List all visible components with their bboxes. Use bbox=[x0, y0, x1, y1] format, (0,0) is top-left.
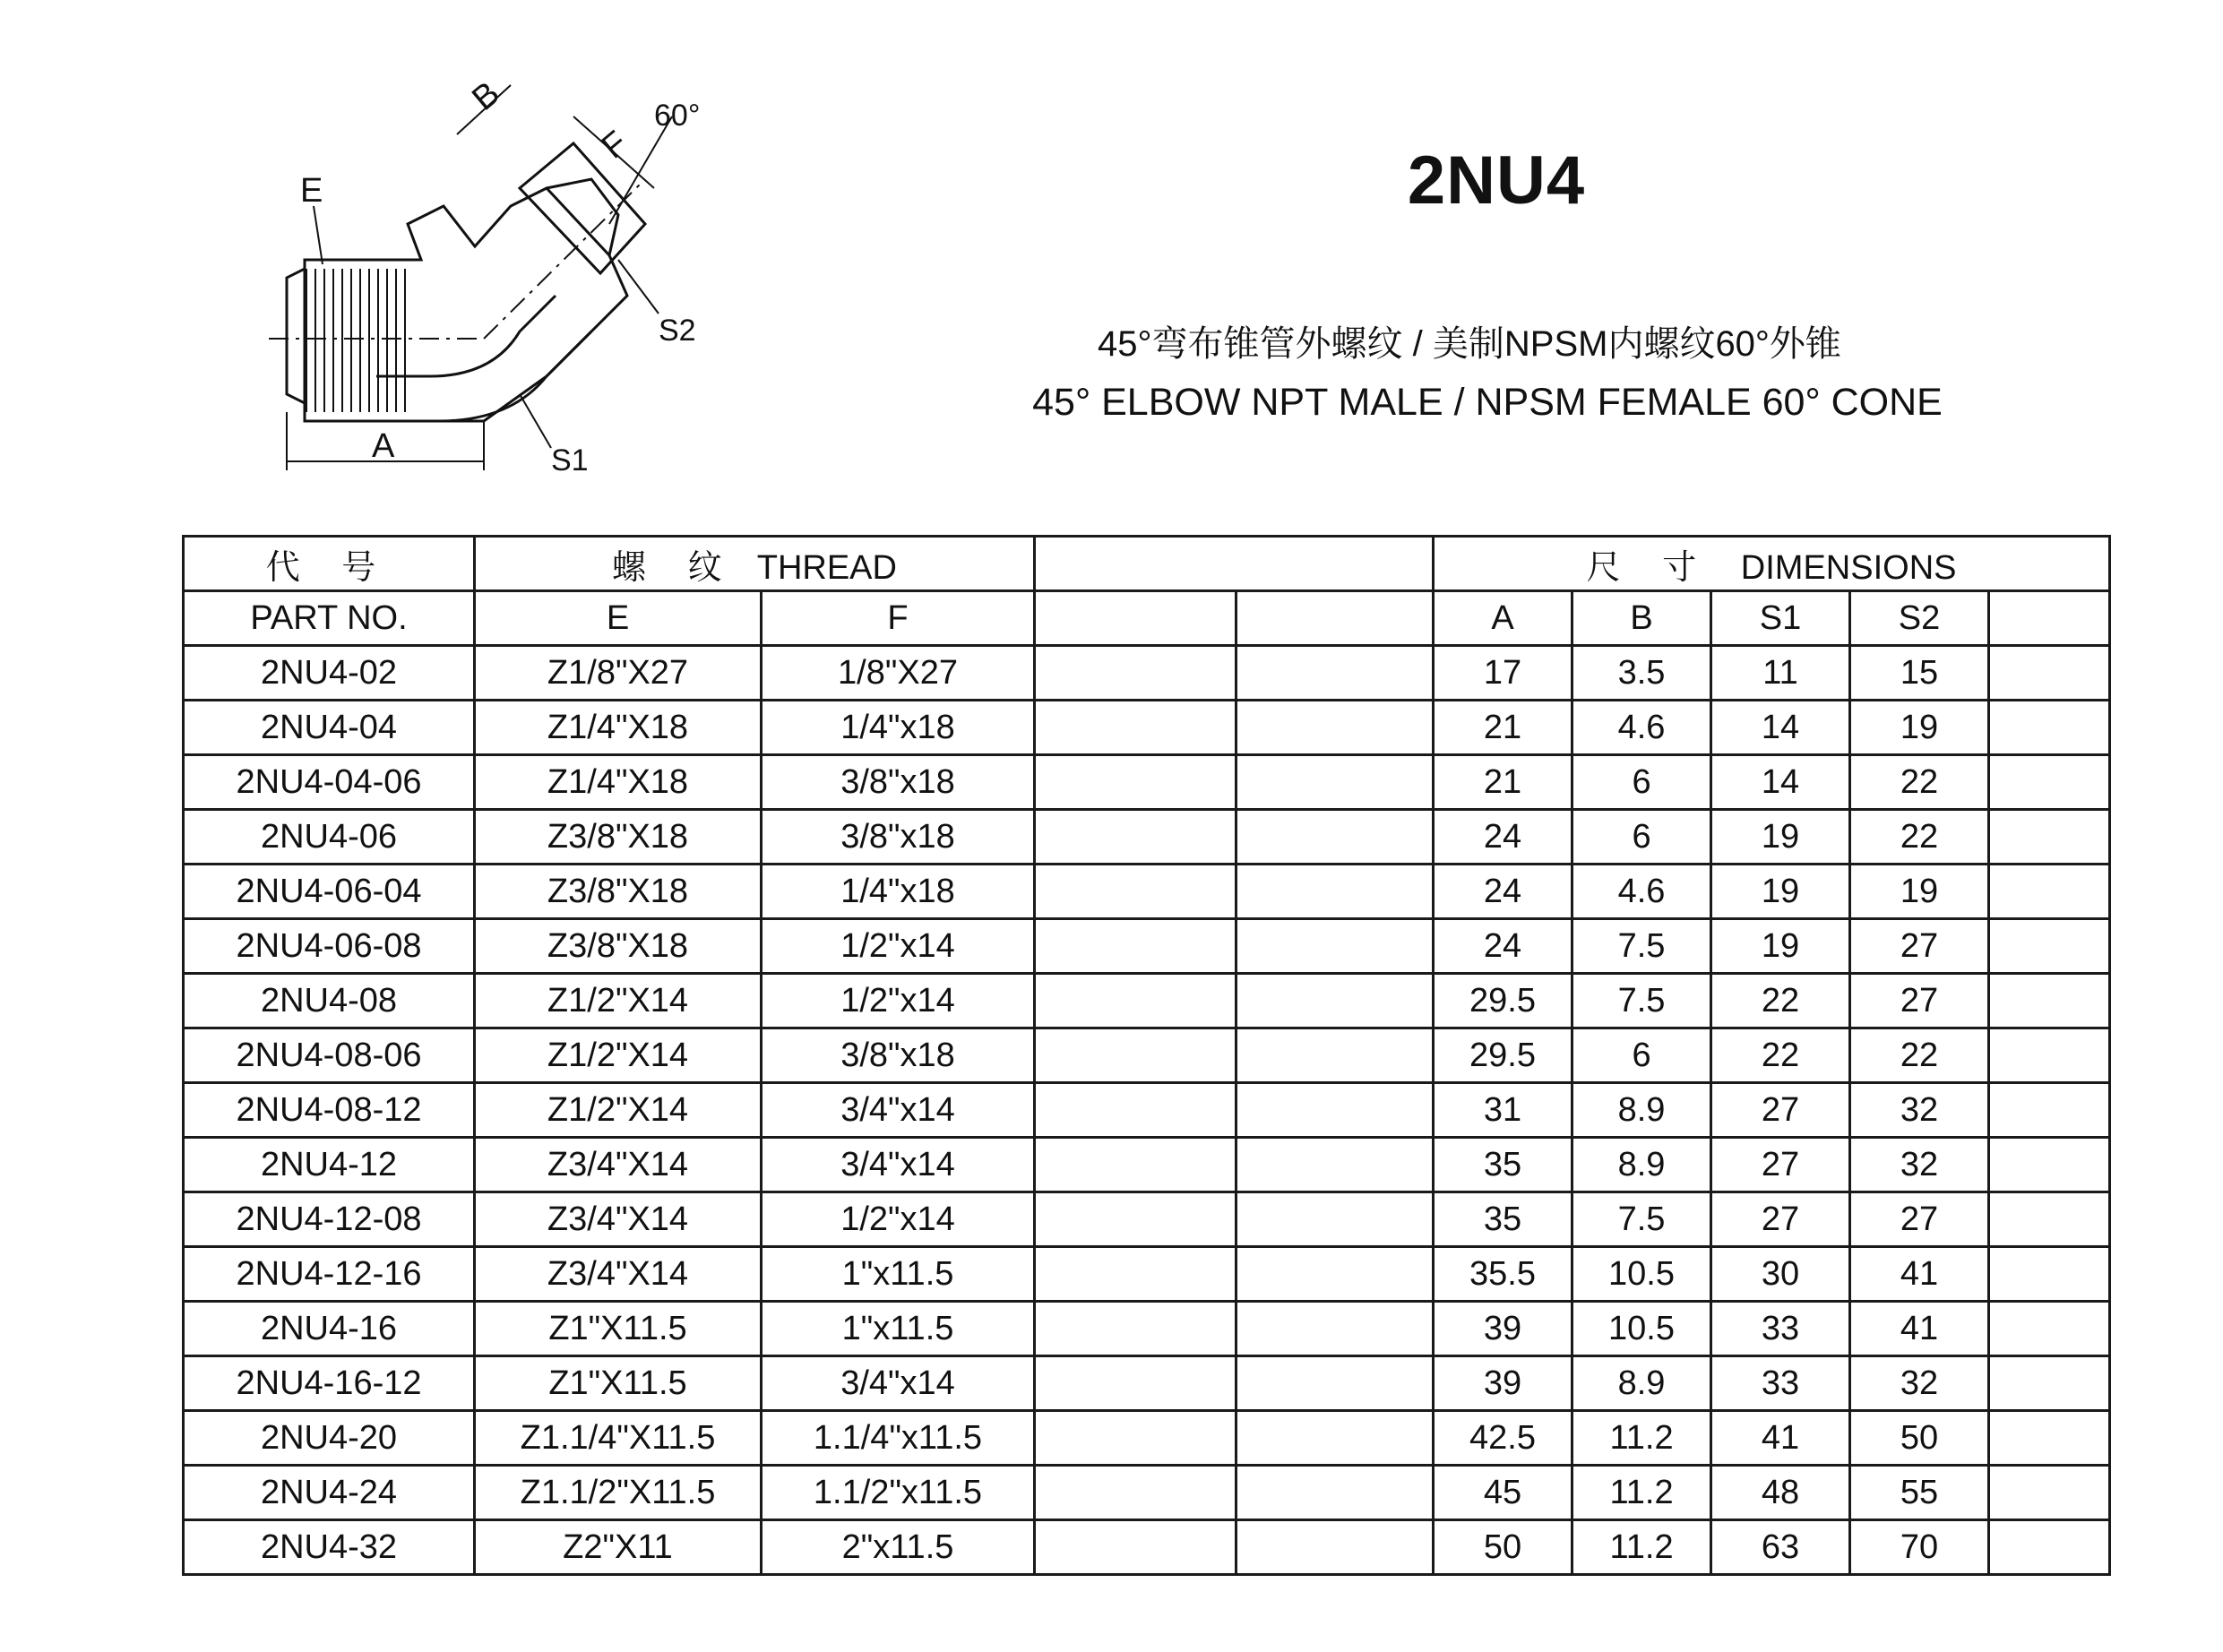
cell-empty bbox=[1236, 1138, 1434, 1192]
cell-dim-b: 8.9 bbox=[1572, 1356, 1711, 1411]
cell-dim-a: 24 bbox=[1434, 865, 1572, 919]
label-angle: 60° bbox=[654, 99, 701, 133]
cell-dim-s2: 19 bbox=[1850, 701, 1989, 755]
cell-dim-s1: 19 bbox=[1711, 865, 1850, 919]
table-row bbox=[184, 1138, 2110, 1192]
cell-thread-e: Z1/8"X27 bbox=[475, 646, 762, 701]
cell-dim-s2: 41 bbox=[1850, 1247, 1989, 1302]
cell-empty bbox=[1236, 1302, 1434, 1356]
cell-empty bbox=[1236, 1192, 1434, 1247]
cell-dim-b: 7.5 bbox=[1572, 919, 1711, 974]
cell-part-no: 2NU4-06 bbox=[184, 810, 475, 865]
cell-empty bbox=[1989, 646, 2110, 701]
cell-part-no: 2NU4-12 bbox=[184, 1138, 475, 1192]
cell-empty bbox=[1035, 1247, 1236, 1302]
cell-empty bbox=[1989, 810, 2110, 865]
cell-thread-e: Z1/4"X18 bbox=[475, 755, 762, 810]
cell-empty bbox=[1236, 1247, 1434, 1302]
cell-dim-s1: 14 bbox=[1711, 701, 1850, 755]
table-row bbox=[184, 1247, 2110, 1302]
subtitle-chinese: 45°弯布锥管外螺纹 / 美制NPSM内螺纹60°外锥 bbox=[1098, 324, 1841, 364]
header-empty-2 bbox=[1236, 591, 1434, 646]
cell-dim-b: 3.5 bbox=[1572, 646, 1711, 701]
cell-dim-a: 35.5 bbox=[1434, 1247, 1572, 1302]
cell-dim-s1: 19 bbox=[1711, 810, 1850, 865]
cell-empty bbox=[1236, 1411, 1434, 1466]
cell-empty bbox=[1236, 974, 1434, 1028]
cell-empty bbox=[1035, 646, 1236, 701]
cell-dim-b: 10.5 bbox=[1572, 1247, 1711, 1302]
cell-thread-e: Z1"X11.5 bbox=[475, 1356, 762, 1411]
label-s2: S2 bbox=[659, 314, 696, 348]
cell-empty bbox=[1035, 755, 1236, 810]
cell-dim-s2: 41 bbox=[1850, 1302, 1989, 1356]
cell-thread-f: 3/8"x18 bbox=[762, 755, 1035, 810]
cell-empty bbox=[1035, 1138, 1236, 1192]
male-thread-hatching bbox=[306, 269, 405, 412]
cell-empty bbox=[1989, 1083, 2110, 1138]
fitting-drawing bbox=[251, 54, 753, 502]
cell-thread-e: Z1/4"X18 bbox=[475, 701, 762, 755]
leader-e bbox=[314, 206, 323, 264]
cell-part-no: 2NU4-04-06 bbox=[184, 755, 475, 810]
table-row bbox=[184, 865, 2110, 919]
cell-dim-s1: 27 bbox=[1711, 1083, 1850, 1138]
table-row bbox=[184, 1083, 2110, 1138]
cell-dim-s2: 55 bbox=[1850, 1466, 1989, 1520]
cell-empty bbox=[1236, 1466, 1434, 1520]
cell-empty bbox=[1236, 810, 1434, 865]
cell-thread-f: 1"x11.5 bbox=[762, 1302, 1035, 1356]
cell-empty bbox=[1989, 1356, 2110, 1411]
table-row bbox=[184, 919, 2110, 974]
cell-dim-a: 31 bbox=[1434, 1083, 1572, 1138]
cell-dim-s2: 50 bbox=[1850, 1411, 1989, 1466]
cell-part-no: 2NU4-12-16 bbox=[184, 1247, 475, 1302]
cell-thread-f: 1/4"x18 bbox=[762, 865, 1035, 919]
cell-thread-e: Z3/4"X14 bbox=[475, 1247, 762, 1302]
table-row bbox=[184, 1192, 2110, 1247]
header-dim-cn: 尺 寸 bbox=[1586, 548, 1713, 587]
cell-empty bbox=[1989, 919, 2110, 974]
cell-empty bbox=[1035, 1083, 1236, 1138]
cell-part-no: 2NU4-08-12 bbox=[184, 1083, 475, 1138]
cell-dim-s1: 22 bbox=[1711, 974, 1850, 1028]
cell-dim-s1: 63 bbox=[1711, 1520, 1850, 1575]
cell-dim-s1: 33 bbox=[1711, 1302, 1850, 1356]
cell-dim-a: 39 bbox=[1434, 1356, 1572, 1411]
cell-dim-s1: 48 bbox=[1711, 1466, 1850, 1520]
page-title: 2NU4 bbox=[1407, 142, 1586, 219]
cell-dim-a: 45 bbox=[1434, 1466, 1572, 1520]
cell-part-no: 2NU4-32 bbox=[184, 1520, 475, 1575]
header-blank bbox=[1035, 537, 1434, 591]
male-thread-body bbox=[287, 269, 305, 403]
cell-dim-s1: 14 bbox=[1711, 755, 1850, 810]
cell-part-no: 2NU4-06-08 bbox=[184, 919, 475, 974]
cell-empty bbox=[1035, 974, 1236, 1028]
cell-empty bbox=[1035, 865, 1236, 919]
cell-empty bbox=[1035, 1520, 1236, 1575]
label-a: A bbox=[372, 427, 395, 465]
cell-empty bbox=[1989, 1247, 2110, 1302]
table-row bbox=[184, 1520, 2110, 1575]
cell-thread-e: Z1/2"X14 bbox=[475, 1028, 762, 1083]
header-f: F bbox=[762, 591, 1035, 646]
cell-dim-s2: 32 bbox=[1850, 1356, 1989, 1411]
cell-dim-b: 11.2 bbox=[1572, 1466, 1711, 1520]
cell-dim-a: 29.5 bbox=[1434, 974, 1572, 1028]
cell-dim-a: 21 bbox=[1434, 755, 1572, 810]
cell-empty bbox=[1989, 701, 2110, 755]
cell-dim-s1: 27 bbox=[1711, 1192, 1850, 1247]
cell-dim-a: 50 bbox=[1434, 1520, 1572, 1575]
cell-thread-e: Z1.1/2"X11.5 bbox=[475, 1466, 762, 1520]
cell-dim-s2: 15 bbox=[1850, 646, 1989, 701]
cell-thread-f: 3/4"x14 bbox=[762, 1138, 1035, 1192]
cell-dim-a: 42.5 bbox=[1434, 1411, 1572, 1466]
header-part-en: PART NO. bbox=[184, 591, 475, 646]
cell-thread-e: Z3/8"X18 bbox=[475, 810, 762, 865]
cell-dim-b: 7.5 bbox=[1572, 974, 1711, 1028]
cell-dim-b: 11.2 bbox=[1572, 1411, 1711, 1466]
cell-dim-s1: 19 bbox=[1711, 919, 1850, 974]
table-row bbox=[184, 646, 2110, 701]
cell-thread-e: Z3/4"X14 bbox=[475, 1192, 762, 1247]
label-b: B bbox=[465, 74, 507, 118]
cell-part-no: 2NU4-12-08 bbox=[184, 1192, 475, 1247]
cell-dim-a: 24 bbox=[1434, 919, 1572, 974]
cell-empty bbox=[1236, 646, 1434, 701]
cell-thread-f: 3/8"x18 bbox=[762, 810, 1035, 865]
cell-part-no: 2NU4-16 bbox=[184, 1302, 475, 1356]
cell-dim-b: 4.6 bbox=[1572, 865, 1711, 919]
cell-dim-a: 39 bbox=[1434, 1302, 1572, 1356]
cell-empty bbox=[1989, 1138, 2110, 1192]
cell-empty bbox=[1035, 1192, 1236, 1247]
cell-empty bbox=[1236, 701, 1434, 755]
cell-dim-s2: 27 bbox=[1850, 919, 1989, 974]
cell-part-no: 2NU4-04 bbox=[184, 701, 475, 755]
table-row bbox=[184, 1356, 2110, 1411]
cell-empty bbox=[1989, 755, 2110, 810]
cell-part-no: 2NU4-24 bbox=[184, 1466, 475, 1520]
cell-empty bbox=[1989, 1411, 2110, 1466]
cell-empty bbox=[1035, 1356, 1236, 1411]
cell-empty bbox=[1989, 865, 2110, 919]
cell-dim-b: 8.9 bbox=[1572, 1083, 1711, 1138]
cell-thread-f: 3/4"x14 bbox=[762, 1083, 1035, 1138]
cell-thread-e: Z2"X11 bbox=[475, 1520, 762, 1575]
cell-dim-b: 6 bbox=[1572, 1028, 1711, 1083]
table-row bbox=[184, 974, 2110, 1028]
header-s2: S2 bbox=[1850, 591, 1989, 646]
cell-dim-s1: 33 bbox=[1711, 1356, 1850, 1411]
cell-thread-e: Z1.1/4"X11.5 bbox=[475, 1411, 762, 1466]
header-empty-3 bbox=[1989, 591, 2110, 646]
cell-empty bbox=[1035, 701, 1236, 755]
cell-dim-s1: 30 bbox=[1711, 1247, 1850, 1302]
cell-empty bbox=[1035, 1028, 1236, 1083]
cell-empty bbox=[1989, 1520, 2110, 1575]
cell-dim-s1: 11 bbox=[1711, 646, 1850, 701]
table-row bbox=[184, 755, 2110, 810]
cell-thread-f: 1/8"X27 bbox=[762, 646, 1035, 701]
cell-empty bbox=[1236, 1083, 1434, 1138]
cell-dim-a: 29.5 bbox=[1434, 1028, 1572, 1083]
cell-empty bbox=[1236, 1356, 1434, 1411]
cell-dim-a: 35 bbox=[1434, 1192, 1572, 1247]
cell-dim-b: 4.6 bbox=[1572, 701, 1711, 755]
cell-dim-s1: 41 bbox=[1711, 1411, 1850, 1466]
header-empty-1 bbox=[1035, 591, 1236, 646]
specification-table bbox=[182, 535, 2111, 1576]
cell-thread-e: Z1/2"X14 bbox=[475, 974, 762, 1028]
cell-dim-s2: 19 bbox=[1850, 865, 1989, 919]
cell-thread-f: 2"x11.5 bbox=[762, 1520, 1035, 1575]
cell-dim-s2: 22 bbox=[1850, 755, 1989, 810]
table-header-row-1 bbox=[184, 537, 2110, 591]
cell-thread-e: Z3/8"X18 bbox=[475, 865, 762, 919]
cell-empty bbox=[1035, 1302, 1236, 1356]
header-dim-en: DIMENSIONS bbox=[1740, 548, 1957, 587]
table-row bbox=[184, 1411, 2110, 1466]
cell-dim-s2: 70 bbox=[1850, 1520, 1989, 1575]
cell-dim-a: 21 bbox=[1434, 701, 1572, 755]
cell-dim-s1: 22 bbox=[1711, 1028, 1850, 1083]
angle-60-line bbox=[609, 116, 672, 224]
header-s1: S1 bbox=[1711, 591, 1850, 646]
cell-empty bbox=[1236, 755, 1434, 810]
cell-dim-a: 35 bbox=[1434, 1138, 1572, 1192]
cell-dim-s2: 32 bbox=[1850, 1083, 1989, 1138]
cell-dim-s1: 27 bbox=[1711, 1138, 1850, 1192]
label-s1: S1 bbox=[551, 443, 589, 478]
cell-part-no: 2NU4-06-04 bbox=[184, 865, 475, 919]
cell-dim-b: 10.5 bbox=[1572, 1302, 1711, 1356]
cell-dim-s2: 22 bbox=[1850, 810, 1989, 865]
cell-dim-s2: 22 bbox=[1850, 1028, 1989, 1083]
cell-empty bbox=[1236, 1028, 1434, 1083]
cell-thread-f: 1/2"x14 bbox=[762, 919, 1035, 974]
cell-dim-s2: 27 bbox=[1850, 974, 1989, 1028]
table-row bbox=[184, 701, 2110, 755]
table-row bbox=[184, 1028, 2110, 1083]
leader-s1 bbox=[520, 394, 551, 448]
subtitle-english: 45° ELBOW NPT MALE / NPSM FEMALE 60° CONE bbox=[1032, 381, 1943, 424]
header-b: B bbox=[1572, 591, 1711, 646]
cell-thread-e: Z1"X11.5 bbox=[475, 1302, 762, 1356]
cell-empty bbox=[1989, 1466, 2110, 1520]
cell-part-no: 2NU4-08 bbox=[184, 974, 475, 1028]
cell-empty bbox=[1236, 1520, 1434, 1575]
cell-thread-f: 3/8"x18 bbox=[762, 1028, 1035, 1083]
cell-dim-b: 6 bbox=[1572, 755, 1711, 810]
header-thread bbox=[475, 537, 1035, 591]
header-part-cn: 代 号 bbox=[184, 537, 475, 591]
header-dimensions bbox=[1434, 537, 2110, 591]
cone-seat bbox=[547, 179, 618, 255]
header-e: E bbox=[475, 591, 762, 646]
cell-empty bbox=[1989, 1028, 2110, 1083]
elbow-curve bbox=[376, 296, 556, 376]
header-thread-en: THREAD bbox=[756, 548, 897, 587]
table-body bbox=[184, 646, 2110, 1575]
cell-empty bbox=[1035, 919, 1236, 974]
cell-dim-b: 7.5 bbox=[1572, 1192, 1711, 1247]
cell-empty bbox=[1236, 919, 1434, 974]
cell-dim-b: 8.9 bbox=[1572, 1138, 1711, 1192]
cell-thread-e: Z3/4"X14 bbox=[475, 1138, 762, 1192]
cell-empty bbox=[1035, 810, 1236, 865]
cell-part-no: 2NU4-20 bbox=[184, 1411, 475, 1466]
cell-empty bbox=[1236, 865, 1434, 919]
cell-thread-f: 1.1/2"x11.5 bbox=[762, 1466, 1035, 1520]
fitting-body-outline bbox=[305, 188, 627, 421]
cell-dim-s2: 27 bbox=[1850, 1192, 1989, 1247]
table-row bbox=[184, 810, 2110, 865]
cell-empty bbox=[1989, 1302, 2110, 1356]
cell-dim-s2: 32 bbox=[1850, 1138, 1989, 1192]
header-a: A bbox=[1434, 591, 1572, 646]
cell-dim-a: 17 bbox=[1434, 646, 1572, 701]
header-thread-cn: 螺 纹 bbox=[612, 548, 738, 587]
cell-thread-f: 1/2"x14 bbox=[762, 974, 1035, 1028]
cell-empty bbox=[1989, 974, 2110, 1028]
cell-part-no: 2NU4-02 bbox=[184, 646, 475, 701]
label-e: E bbox=[300, 172, 323, 210]
cell-thread-e: Z3/8"X18 bbox=[475, 919, 762, 974]
table-header-row-2 bbox=[184, 591, 2110, 646]
cell-part-no: 2NU4-16-12 bbox=[184, 1356, 475, 1411]
cell-thread-f: 3/4"x14 bbox=[762, 1356, 1035, 1411]
cell-part-no: 2NU4-08-06 bbox=[184, 1028, 475, 1083]
cell-thread-e: Z1/2"X14 bbox=[475, 1083, 762, 1138]
cell-dim-a: 24 bbox=[1434, 810, 1572, 865]
cell-empty bbox=[1989, 1192, 2110, 1247]
cell-empty bbox=[1035, 1411, 1236, 1466]
table-row bbox=[184, 1302, 2110, 1356]
cell-dim-b: 11.2 bbox=[1572, 1520, 1711, 1575]
cell-dim-b: 6 bbox=[1572, 810, 1711, 865]
cell-thread-f: 1/2"x14 bbox=[762, 1192, 1035, 1247]
cell-thread-f: 1"x11.5 bbox=[762, 1247, 1035, 1302]
cell-thread-f: 1/4"x18 bbox=[762, 701, 1035, 755]
cell-empty bbox=[1035, 1466, 1236, 1520]
table-row bbox=[184, 1466, 2110, 1520]
cell-thread-f: 1.1/4"x11.5 bbox=[762, 1411, 1035, 1466]
label-f: F bbox=[594, 124, 635, 167]
